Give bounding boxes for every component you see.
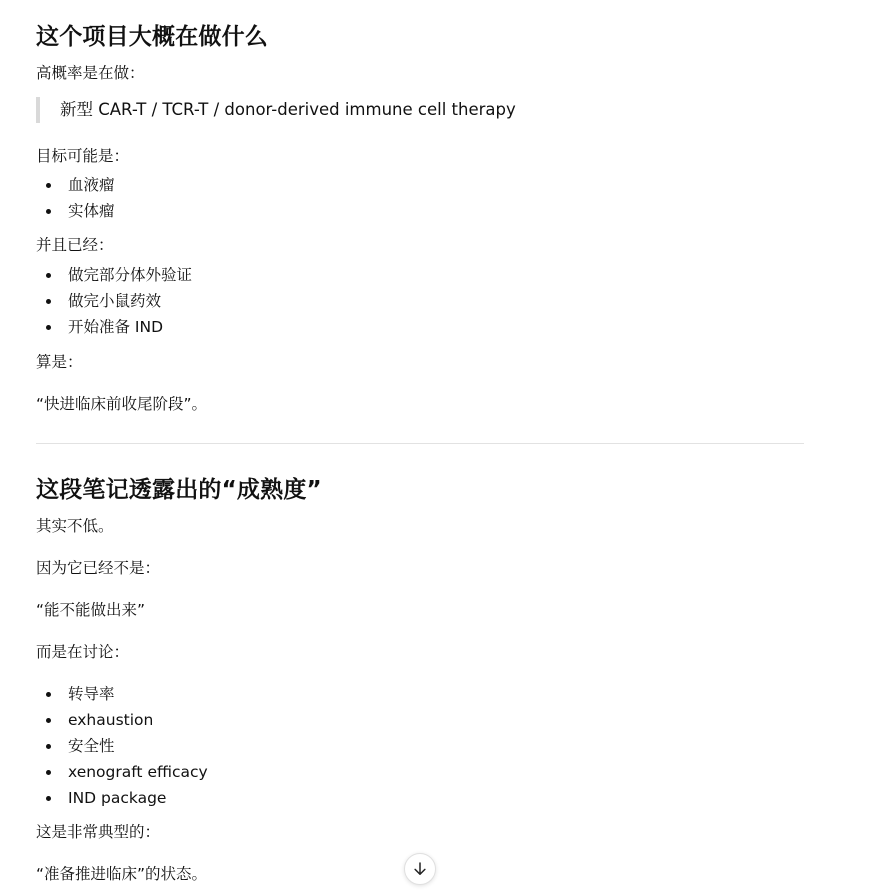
- list-item: 安全性: [36, 733, 208, 759]
- blockquote-therapy: 新型 CAR-T / TCR-T / donor-derived immune cell therapy: [36, 97, 780, 123]
- paragraph-2: 因为它已经不是：: [36, 559, 161, 577]
- paragraph-1: 其实不低。: [36, 517, 114, 535]
- list-item: 实体瘤: [36, 198, 115, 224]
- paragraph-4: 而是在讨论：: [36, 643, 130, 661]
- list-done: [36, 262, 192, 340]
- paragraph-intro: 高概率是在做：: [36, 64, 145, 82]
- list-item: 做完部分体外验证: [36, 262, 192, 288]
- arrow-down-icon: [411, 860, 429, 878]
- paragraph-stage-label: 算是：: [36, 353, 83, 371]
- section-heading-maturity: 这段笔记透露出的“成熟度”: [36, 477, 322, 503]
- list-targets: [36, 172, 115, 224]
- paragraph-stage: “快进临床前收尾阶段”。: [36, 395, 208, 413]
- list-item: 开始准备 IND: [36, 314, 192, 340]
- list-item: IND package: [36, 785, 208, 811]
- paragraph-6: “准备推进临床”的状态。: [36, 865, 208, 883]
- section-heading-project: 这个项目大概在做什么: [36, 24, 268, 50]
- list-item: 转导率: [36, 681, 208, 707]
- list-item: 血液瘤: [36, 172, 115, 198]
- paragraph-3: “能不能做出来”: [36, 601, 146, 619]
- paragraph-targets-label: 目标可能是：: [36, 147, 130, 165]
- scroll-to-bottom-button[interactable]: [404, 853, 436, 885]
- section-divider: [36, 443, 804, 444]
- paragraph-done-label: 并且已经：: [36, 236, 114, 254]
- list-item: 做完小鼠药效: [36, 288, 192, 314]
- list-topics: [36, 681, 208, 811]
- list-item: exhaustion: [36, 707, 208, 733]
- paragraph-5: 这是非常典型的：: [36, 823, 161, 841]
- list-item: xenograft efficacy: [36, 759, 208, 785]
